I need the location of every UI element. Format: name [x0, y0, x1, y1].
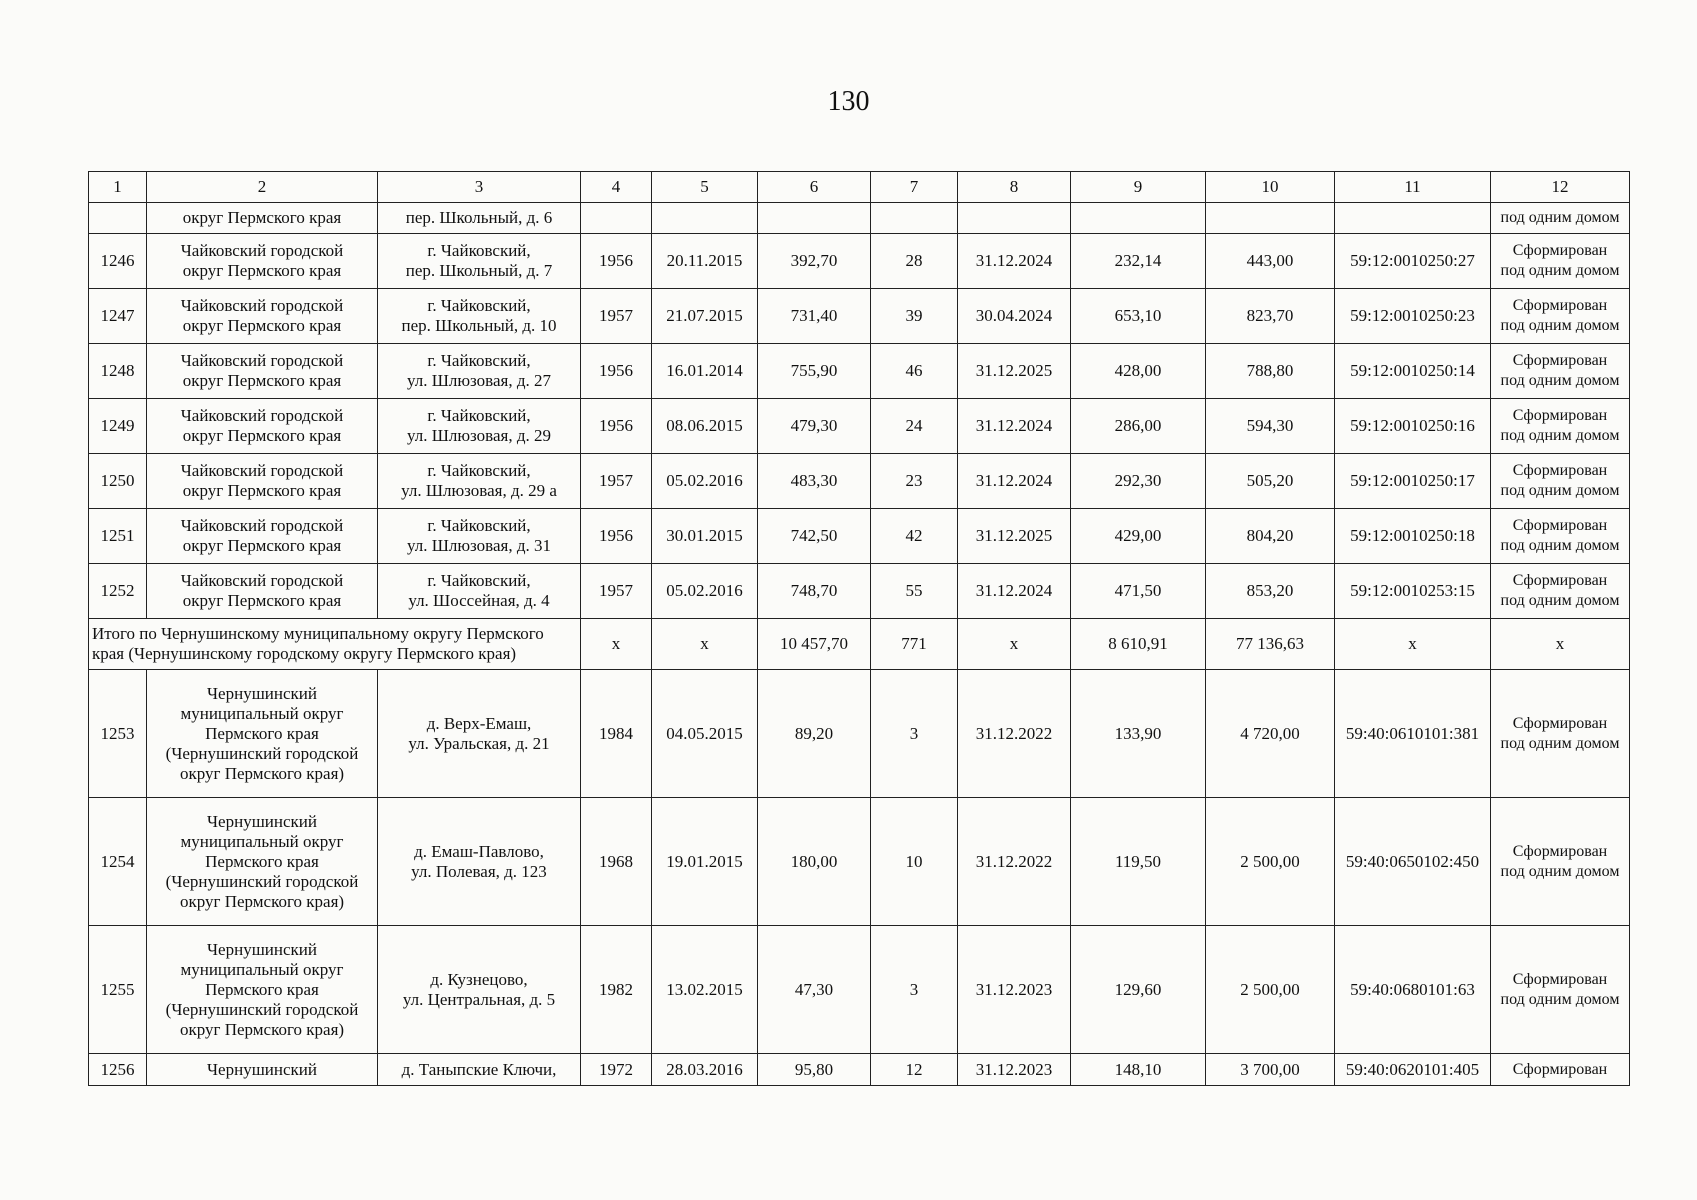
table-cell-col-3: г. Чайковский, ул. Шлюзовая, д. 29 а	[378, 454, 581, 509]
header-cell: 7	[871, 172, 958, 203]
table-cell-col-12: Сформирован под одним домом	[1491, 234, 1630, 289]
table-cell-col-6: 89,20	[758, 670, 871, 798]
table-row	[89, 564, 1630, 619]
total-cell-col-7: 771	[871, 619, 958, 670]
table-cell-col-1: 1252	[89, 564, 147, 619]
table-row	[89, 926, 1630, 1054]
table-cell-col-1: 1247	[89, 289, 147, 344]
table-cell-col-11: 59:40:0680101:63	[1335, 926, 1491, 1054]
total-cell-col-9: 8 610,91	[1071, 619, 1206, 670]
table-cell-col-7: 10	[871, 798, 958, 926]
table-cell-col-5: 19.01.2015	[652, 798, 758, 926]
table-cell-col-7: 42	[871, 509, 958, 564]
table-cell-col-4: 1957	[581, 454, 652, 509]
header-cell: 10	[1206, 172, 1335, 203]
table-cell-col-11: 59:12:0010250:16	[1335, 399, 1491, 454]
table-cell-col-1: 1255	[89, 926, 147, 1054]
table-cell-col-4: 1956	[581, 234, 652, 289]
table-cell-col-11: 59:40:0620101:405	[1335, 1054, 1491, 1086]
table-cell-col-4: 1968	[581, 798, 652, 926]
table-cell-col-5: 16.01.2014	[652, 344, 758, 399]
table-cell-col-10: 853,20	[1206, 564, 1335, 619]
table-cell-col-7: 23	[871, 454, 958, 509]
table-cell-col-5: 28.03.2016	[652, 1054, 758, 1086]
table-cell-col-6: 479,30	[758, 399, 871, 454]
table-cell-col-4: 1957	[581, 289, 652, 344]
header-cell: 12	[1491, 172, 1630, 203]
table-cell-col-7: 46	[871, 344, 958, 399]
table-cell-col-11: 59:12:0010253:15	[1335, 564, 1491, 619]
header-cell: 3	[378, 172, 581, 203]
table-cell-col-10: 2 500,00	[1206, 798, 1335, 926]
table-row-total	[89, 619, 1630, 670]
table-cell-col-11: 59:12:0010250:23	[1335, 289, 1491, 344]
table-cell-col-3: г. Чайковский, пер. Школьный, д. 7	[378, 234, 581, 289]
total-cell-col-8: x	[958, 619, 1071, 670]
table-cell-col-1: 1253	[89, 670, 147, 798]
table-cell-col-7: 39	[871, 289, 958, 344]
table-cell-col-6: 742,50	[758, 509, 871, 564]
header-cell: 4	[581, 172, 652, 203]
table-cell-col-4: 1972	[581, 1054, 652, 1086]
table-cell-col-7: 12	[871, 1054, 958, 1086]
table-cell-col-9: 232,14	[1071, 234, 1206, 289]
total-cell-col-12: x	[1491, 619, 1630, 670]
table-cell-col-8	[958, 203, 1071, 234]
table-cell-col-5: 04.05.2015	[652, 670, 758, 798]
table-cell-col-10	[1206, 203, 1335, 234]
table-cell-col-1	[89, 203, 147, 234]
table-cell-col-7: 28	[871, 234, 958, 289]
table-cell-col-8: 31.12.2022	[958, 798, 1071, 926]
table-cell-col-6: 392,70	[758, 234, 871, 289]
table-cell-col-10: 505,20	[1206, 454, 1335, 509]
table-row-continuation	[89, 203, 1630, 234]
table-cell-col-5: 21.07.2015	[652, 289, 758, 344]
table-row	[89, 670, 1630, 798]
table-cell-col-8: 31.12.2025	[958, 344, 1071, 399]
table-cell-col-8: 31.12.2024	[958, 399, 1071, 454]
table-cell-col-1: 1254	[89, 798, 147, 926]
table-cell-col-6: 47,30	[758, 926, 871, 1054]
table-cell-col-12: Сформирован	[1491, 1054, 1630, 1086]
table-cell-col-12: под одним домом	[1491, 203, 1630, 234]
header-cell: 5	[652, 172, 758, 203]
header-cell: 2	[147, 172, 378, 203]
table-cell-col-2: Чернушинский муниципальный округ Пермского края (Чернушинский городской округ Пермского края)	[147, 670, 378, 798]
table-cell-col-8: 31.12.2023	[958, 926, 1071, 1054]
table-cell-col-2: Чайковский городской округ Пермского края	[147, 564, 378, 619]
table-row	[89, 344, 1630, 399]
table-row	[89, 509, 1630, 564]
table-cell-col-2: Чернушинский муниципальный округ Пермского края (Чернушинский городской округ Пермского края)	[147, 798, 378, 926]
table-row	[89, 454, 1630, 509]
table-cell-col-5: 05.02.2016	[652, 454, 758, 509]
table-body	[89, 172, 1630, 1086]
header-cell: 11	[1335, 172, 1491, 203]
table-cell-col-2: Чайковский городской округ Пермского края	[147, 344, 378, 399]
table-cell-col-9: 129,60	[1071, 926, 1206, 1054]
table-cell-col-7: 24	[871, 399, 958, 454]
table-cell-col-7	[871, 203, 958, 234]
table-cell-col-8: 31.12.2025	[958, 509, 1071, 564]
table-cell-col-11: 59:12:0010250:18	[1335, 509, 1491, 564]
table-cell-col-10: 443,00	[1206, 234, 1335, 289]
table-cell-col-12: Сформирован под одним домом	[1491, 564, 1630, 619]
table-cell-col-9: 119,50	[1071, 798, 1206, 926]
table-cell-col-10: 3 700,00	[1206, 1054, 1335, 1086]
table-cell-col-1: 1251	[89, 509, 147, 564]
table-row-partial	[89, 1054, 1630, 1086]
table-row	[89, 798, 1630, 926]
table-cell-col-6: 483,30	[758, 454, 871, 509]
table-cell-col-5	[652, 203, 758, 234]
table-cell-col-3: д. Емаш-Павлово, ул. Полевая, д. 123	[378, 798, 581, 926]
table-cell-col-6: 95,80	[758, 1054, 871, 1086]
table-cell-col-10: 2 500,00	[1206, 926, 1335, 1054]
table-cell-col-7: 3	[871, 670, 958, 798]
table-cell-col-10: 804,20	[1206, 509, 1335, 564]
table-cell-col-8: 30.04.2024	[958, 289, 1071, 344]
total-cell-col-6: 10 457,70	[758, 619, 871, 670]
table-cell-col-2: округ Пермского края	[147, 203, 378, 234]
total-cell-col-11: x	[1335, 619, 1491, 670]
table-cell-col-5: 08.06.2015	[652, 399, 758, 454]
table-cell-col-10: 594,30	[1206, 399, 1335, 454]
table-cell-col-6: 755,90	[758, 344, 871, 399]
table-cell-col-4: 1956	[581, 399, 652, 454]
table-cell-col-6: 180,00	[758, 798, 871, 926]
table-row	[89, 289, 1630, 344]
table-cell-col-9: 286,00	[1071, 399, 1206, 454]
table-cell-col-3: г. Чайковский, ул. Шоссейная, д. 4	[378, 564, 581, 619]
table-cell-col-3: пер. Школьный, д. 6	[378, 203, 581, 234]
table-cell-col-3: г. Чайковский, пер. Школьный, д. 10	[378, 289, 581, 344]
table-cell-col-1: 1250	[89, 454, 147, 509]
table-cell-col-6: 731,40	[758, 289, 871, 344]
table-cell-col-4: 1982	[581, 926, 652, 1054]
table-cell-col-6: 748,70	[758, 564, 871, 619]
total-cell-col-5: x	[652, 619, 758, 670]
table-cell-col-12: Сформирован под одним домом	[1491, 670, 1630, 798]
table-cell-col-9: 428,00	[1071, 344, 1206, 399]
header-cell: 1	[89, 172, 147, 203]
table-cell-col-8: 31.12.2022	[958, 670, 1071, 798]
page-number: 130	[827, 86, 870, 117]
table-cell-col-4: 1956	[581, 509, 652, 564]
table-cell-col-5: 30.01.2015	[652, 509, 758, 564]
total-cell-col-10: 77 136,63	[1206, 619, 1335, 670]
table-cell-col-3: д. Кузнецово, ул. Центральная, д. 5	[378, 926, 581, 1054]
table-cell-col-11	[1335, 203, 1491, 234]
table-cell-col-4: 1984	[581, 670, 652, 798]
table-cell-col-7: 55	[871, 564, 958, 619]
table-cell-col-1: 1248	[89, 344, 147, 399]
table-cell-col-9: 292,30	[1071, 454, 1206, 509]
header-cell: 8	[958, 172, 1071, 203]
table-cell-col-11: 59:12:0010250:14	[1335, 344, 1491, 399]
table-cell-col-11: 59:12:0010250:17	[1335, 454, 1491, 509]
total-row-label: Итого по Чернушинскому муниципальному округу Пермского края (Чернушинскому городскому округу Пермского края)	[89, 619, 581, 670]
table-cell-col-8: 31.12.2023	[958, 1054, 1071, 1086]
table-cell-col-10: 4 720,00	[1206, 670, 1335, 798]
table-cell-col-8: 31.12.2024	[958, 564, 1071, 619]
header-cell: 6	[758, 172, 871, 203]
table-cell-col-12: Сформирован под одним домом	[1491, 454, 1630, 509]
table-cell-col-2: Чайковский городской округ Пермского края	[147, 289, 378, 344]
table-cell-col-1: 1249	[89, 399, 147, 454]
table-cell-col-2: Чайковский городской округ Пермского края	[147, 234, 378, 289]
table-cell-col-7: 3	[871, 926, 958, 1054]
table-cell-col-2: Чернушинский	[147, 1054, 378, 1086]
table-cell-col-9: 148,10	[1071, 1054, 1206, 1086]
table-cell-col-12: Сформирован под одним домом	[1491, 926, 1630, 1054]
table-cell-col-6	[758, 203, 871, 234]
table-cell-col-1: 1246	[89, 234, 147, 289]
table-cell-col-9: 429,00	[1071, 509, 1206, 564]
table-cell-col-11: 59:40:0650102:450	[1335, 798, 1491, 926]
table-cell-col-8: 31.12.2024	[958, 234, 1071, 289]
table-cell-col-12: Сформирован под одним домом	[1491, 798, 1630, 926]
total-cell-col-4: x	[581, 619, 652, 670]
table-cell-col-4	[581, 203, 652, 234]
table-cell-col-3: г. Чайковский, ул. Шлюзовая, д. 31	[378, 509, 581, 564]
table-cell-col-3: д. Таныпские Ключи,	[378, 1054, 581, 1086]
table-cell-col-4: 1957	[581, 564, 652, 619]
table-cell-col-1: 1256	[89, 1054, 147, 1086]
table-cell-col-9: 133,90	[1071, 670, 1206, 798]
table-cell-col-5: 13.02.2015	[652, 926, 758, 1054]
table-cell-col-10: 788,80	[1206, 344, 1335, 399]
table-cell-col-11: 59:12:0010250:27	[1335, 234, 1491, 289]
table-cell-col-2: Чайковский городской округ Пермского края	[147, 454, 378, 509]
table-cell-col-12: Сформирован под одним домом	[1491, 289, 1630, 344]
housing-registry-table	[88, 171, 1630, 1086]
table-cell-col-5: 05.02.2016	[652, 564, 758, 619]
table-cell-col-3: г. Чайковский, ул. Шлюзовая, д. 29	[378, 399, 581, 454]
table-cell-col-11: 59:40:0610101:381	[1335, 670, 1491, 798]
table-cell-col-10: 823,70	[1206, 289, 1335, 344]
table-cell-col-9: 471,50	[1071, 564, 1206, 619]
table-row	[89, 399, 1630, 454]
table-cell-col-9: 653,10	[1071, 289, 1206, 344]
table-cell-col-3: г. Чайковский, ул. Шлюзовая, д. 27	[378, 344, 581, 399]
table-cell-col-12: Сформирован под одним домом	[1491, 509, 1630, 564]
table-cell-col-2: Чернушинский муниципальный округ Пермского края (Чернушинский городской округ Пермского края)	[147, 926, 378, 1054]
column-number-header-row	[89, 172, 1630, 203]
table-cell-col-5: 20.11.2015	[652, 234, 758, 289]
table-row	[89, 234, 1630, 289]
table-cell-col-12: Сформирован под одним домом	[1491, 399, 1630, 454]
header-cell: 9	[1071, 172, 1206, 203]
table-cell-col-2: Чайковский городской округ Пермского края	[147, 399, 378, 454]
table-cell-col-12: Сформирован под одним домом	[1491, 344, 1630, 399]
table-cell-col-9	[1071, 203, 1206, 234]
table-cell-col-4: 1956	[581, 344, 652, 399]
table-cell-col-8: 31.12.2024	[958, 454, 1071, 509]
table-cell-col-2: Чайковский городской округ Пермского края	[147, 509, 378, 564]
table-cell-col-3: д. Верх-Емаш, ул. Уральская, д. 21	[378, 670, 581, 798]
